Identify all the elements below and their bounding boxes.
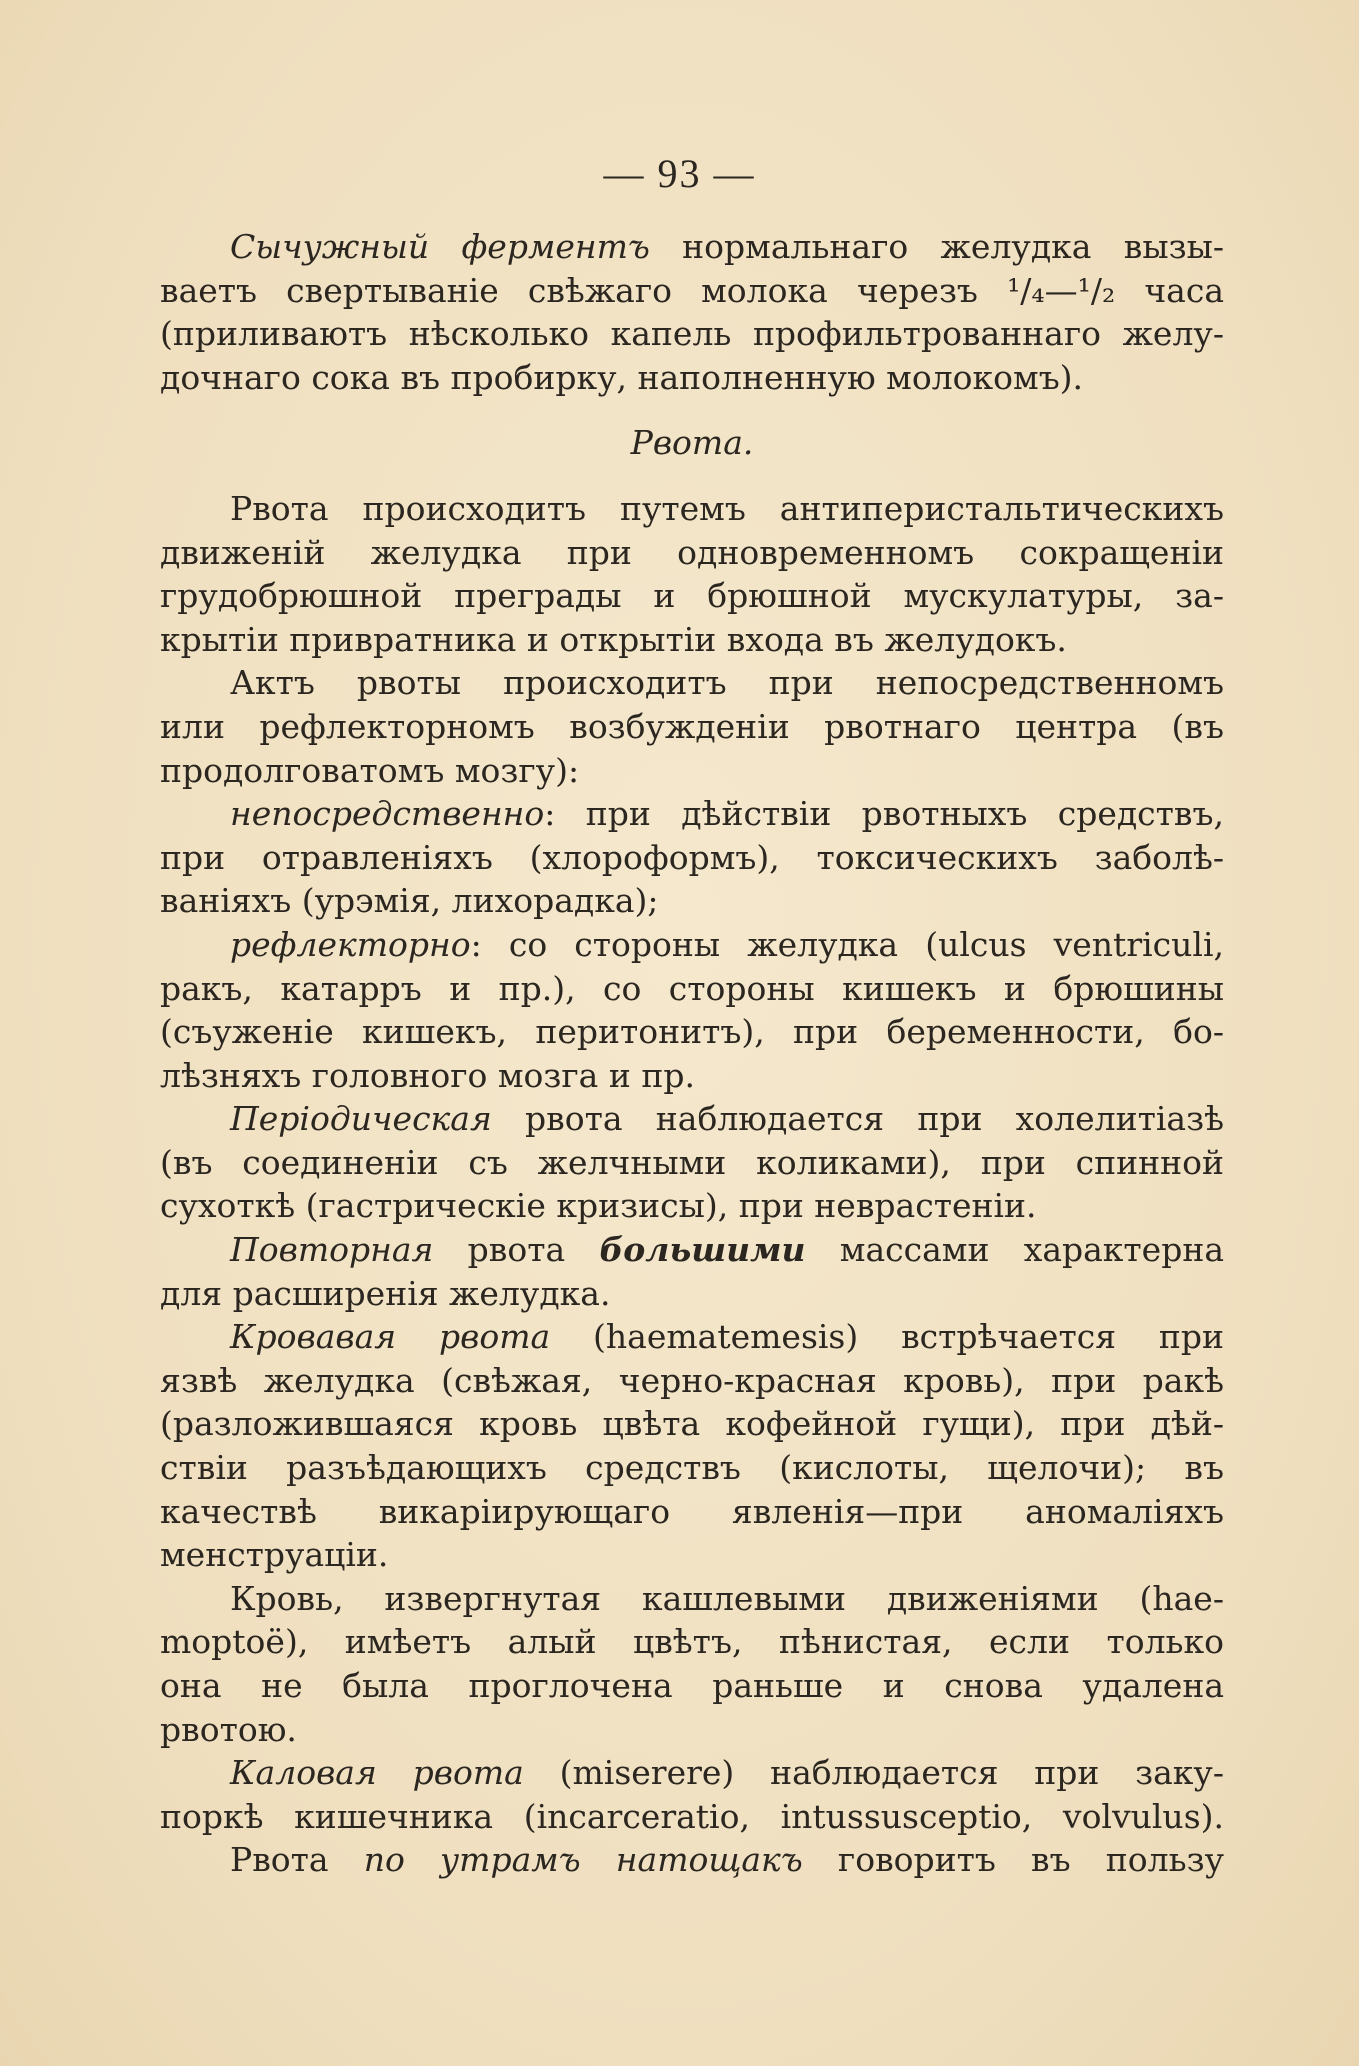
emphasis: Кровавая рвота bbox=[230, 1317, 551, 1357]
text-line bbox=[160, 923, 1224, 967]
text-line: moptoë), имѣетъ алый цвѣтъ, пѣнистая, если только bbox=[160, 1622, 1224, 1662]
text-line: ствіи разъѣдающихъ средствъ (кислоты, щелочи); въ bbox=[160, 1448, 1224, 1488]
paragraph-vomiting-definition bbox=[160, 487, 1224, 661]
text-line: движеній желудка при одновременномъ сокращеніи bbox=[160, 532, 1224, 572]
text-line bbox=[160, 1751, 1224, 1795]
text-line: лѣзняхъ головного мозга и пр. bbox=[160, 1055, 695, 1095]
spacer bbox=[160, 465, 1224, 487]
emphasis: рефлекторно bbox=[230, 924, 471, 964]
text-line: Рвота происходитъ путемъ антиперистальтическихъ bbox=[230, 488, 1224, 528]
text-line: (разложившаяся кровь цвѣта кофейной гущи), при дѣй- bbox=[160, 1404, 1224, 1444]
text-line: качествѣ викаріирующаго явленія—при аномаліяхъ bbox=[160, 1491, 1224, 1531]
emphasis: Періодическая bbox=[230, 1099, 492, 1139]
text-line: для расширенія желудка. bbox=[160, 1273, 611, 1313]
section-heading: Рвота. bbox=[630, 423, 754, 463]
text-span: рвота bbox=[433, 1230, 600, 1270]
text-line: дочнаго сока въ пробирку, наполненную молокомъ). bbox=[160, 357, 1084, 397]
text-line: ваетъ свертываніе свѣжаго молока черезъ ¹/₄—¹/₂ часа bbox=[160, 270, 1224, 310]
paragraph-morning bbox=[160, 1838, 1224, 1882]
text-line bbox=[160, 225, 1224, 269]
emphasis: по утрамъ натощакъ bbox=[363, 1840, 803, 1880]
text-line: Актъ рвоты происходитъ при непосредственномъ bbox=[230, 663, 1224, 703]
text-line: при отравленіяхъ (хлороформъ), токсическихъ заболѣ- bbox=[160, 837, 1224, 877]
text-line: (съуженіе кишекъ, перитонитъ), при беременности, бо- bbox=[160, 1012, 1224, 1052]
paragraph-haemoptoe bbox=[160, 1577, 1224, 1751]
text-line: или рефлекторномъ возбужденіи рвотнаго центра (въ bbox=[160, 706, 1224, 746]
text-span: : при дѣйствіи рвотныхъ средствъ, bbox=[544, 794, 1224, 834]
text-line: крытіи привратника и открытіи входа въ желудокъ. bbox=[160, 619, 1067, 659]
spacer bbox=[160, 399, 1224, 421]
text-line bbox=[160, 1228, 1224, 1272]
text-line bbox=[160, 1838, 1224, 1882]
text-line: продолговатомъ мозгу): bbox=[160, 750, 580, 790]
text-span: (miserere) наблюдается при заку- bbox=[523, 1753, 1224, 1793]
emphasis: Повторная bbox=[230, 1230, 434, 1270]
emphasis: Сычужный ферментъ bbox=[230, 227, 650, 266]
text-line bbox=[160, 792, 1224, 836]
text-span: : со стороны желудка (ulcus ventriculi, bbox=[470, 924, 1224, 964]
text-span: (haematemesis) встрѣчается при bbox=[550, 1317, 1224, 1357]
paragraph-direct bbox=[160, 792, 1224, 923]
text-line: менструаціи. bbox=[160, 1535, 389, 1575]
text-span: рвота наблюдается при холелитіазѣ bbox=[491, 1099, 1224, 1139]
text-line: язвѣ желудка (свѣжая, черно-красная кровь), при ракѣ bbox=[160, 1360, 1224, 1400]
emphasis: Каловая рвота bbox=[230, 1753, 524, 1793]
text-line: ваніяхъ (урэмія, лихорадка); bbox=[160, 881, 659, 921]
text-span: массами характерна bbox=[805, 1230, 1224, 1270]
text-line: Кровь, извергнутая кашлевыми движеніями (hae- bbox=[230, 1578, 1224, 1618]
page-number: — 93 — bbox=[603, 151, 756, 196]
paragraph-fecal bbox=[160, 1751, 1224, 1838]
text-line: ракъ, катарръ и пр.), со стороны кишекъ и брюшины bbox=[160, 968, 1224, 1008]
paragraph-periodic bbox=[160, 1097, 1224, 1228]
paragraph-repeated bbox=[160, 1228, 1224, 1315]
text-line: сухоткѣ (гастрическіе кризисы), при неврастеніи. bbox=[160, 1186, 1037, 1226]
text-line: рвотою. bbox=[160, 1709, 297, 1749]
text-line: (приливаютъ нѣсколько капель профильтрованнаго желу- bbox=[160, 314, 1224, 354]
text-line: (въ соединеніи съ желчными коликами), при спинной bbox=[160, 1142, 1224, 1182]
emphasis: непосредственно bbox=[230, 794, 545, 834]
paragraph-rennet bbox=[160, 225, 1224, 399]
emphasis-bold: большими bbox=[599, 1230, 806, 1270]
text-line bbox=[160, 1097, 1224, 1141]
paragraph-reflex bbox=[160, 923, 1224, 1097]
page-body bbox=[160, 225, 1224, 1882]
paragraph-vomiting-act bbox=[160, 661, 1224, 792]
text-line: она не была проглочена раньше и снова удалена bbox=[160, 1666, 1224, 1705]
text-line bbox=[160, 1315, 1224, 1359]
text-line: поркѣ кишечника (incarceratio, intussusceptio, volvulus). bbox=[160, 1796, 1224, 1836]
text-line: грудобрюшной преграды и брюшной мускулатуры, за- bbox=[160, 576, 1224, 616]
paragraph-bloody bbox=[160, 1315, 1224, 1577]
text-span: говоритъ въ пользу bbox=[802, 1840, 1224, 1880]
text-span: нормальнаго желудка вызы- bbox=[649, 227, 1224, 266]
text-span: Рвота bbox=[230, 1840, 364, 1880]
